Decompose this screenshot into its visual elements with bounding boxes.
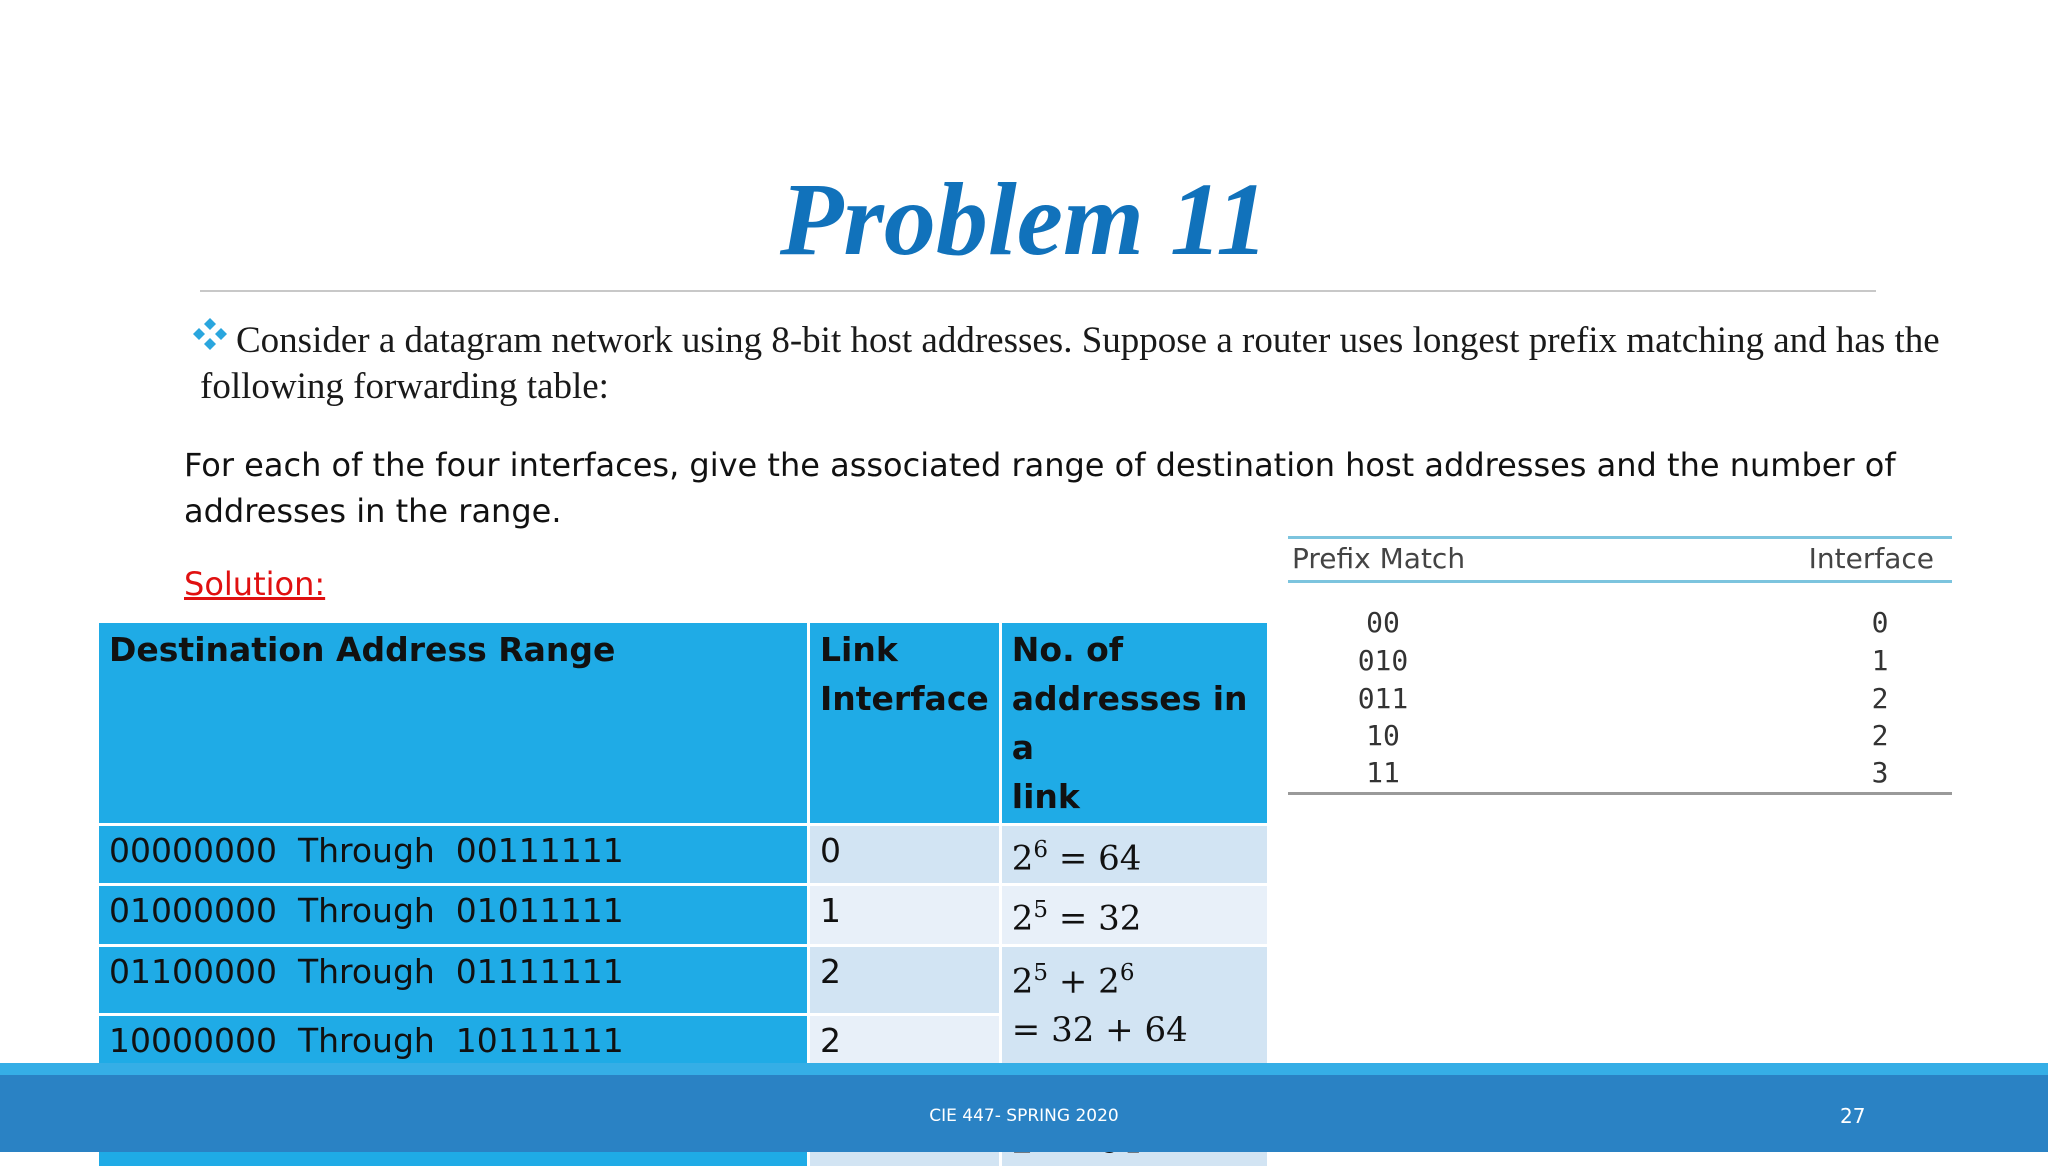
count-cell: [1000, 825, 1268, 885]
prefix-value: 00: [1366, 606, 1400, 639]
footer-accent-stripe: [0, 1063, 2048, 1075]
count-base: 2: [1011, 898, 1034, 939]
count-exponent: 5: [1033, 959, 1049, 986]
page-number: 27: [1840, 1104, 1866, 1128]
prefix-value: 10: [1366, 719, 1400, 752]
range-cell: 01000000 Through 01011111: [98, 885, 809, 945]
prefix-value: 010: [1357, 644, 1409, 677]
forwarding-table-bottom-rule: [1288, 792, 1952, 795]
range-cell: 10000000 Through 10111111: [98, 1014, 809, 1107]
forwarding-table: [1288, 536, 1952, 798]
intro-paragraph: Consider a datagram network using 8-bit host addresses. Suppose a router uses longest prefix matching and has the following forwarding table:: [200, 320, 1940, 407]
header-range: Destination Address Range: [98, 622, 809, 825]
count-cell: [1000, 885, 1268, 945]
link-cell: 1: [809, 885, 1001, 945]
footer-course-label: CIE 447- SPRING 2020: [929, 1106, 1119, 1126]
interface-value: 1: [1871, 644, 1889, 677]
prefix-value: 11: [1366, 756, 1400, 789]
count-base: 2: [1011, 838, 1034, 879]
forwarding-row: [1288, 719, 1952, 757]
count-exponent: 5: [1033, 897, 1049, 924]
header-link-line2: Interface: [820, 679, 989, 718]
link-cell: 2: [809, 1014, 1001, 1107]
table-row: [98, 945, 1269, 1014]
count-result: = 64: [1048, 838, 1142, 879]
count-exponent: 6: [1119, 959, 1135, 986]
table-row: [98, 825, 1269, 885]
prefix-value: 011: [1357, 682, 1409, 715]
table-row: [98, 885, 1269, 945]
slide-title: Problem 11: [779, 162, 1269, 277]
header-link: [809, 622, 1001, 825]
forwarding-row: [1288, 606, 1952, 644]
count-base: 2: [1098, 960, 1120, 1001]
range-cell: 00000000 Through 00111111: [98, 825, 809, 885]
interface-value: 2: [1871, 719, 1889, 752]
plus-sign: +: [1048, 960, 1099, 1001]
range-cell: 01100000 Through 01111111: [98, 945, 809, 1014]
forwarding-row: [1288, 682, 1952, 720]
header-count-line2: addresses in a: [1011, 679, 1248, 767]
title-divider: [200, 290, 1876, 292]
solution-label: Solution:: [184, 565, 326, 603]
header-count-line3: link: [1011, 777, 1080, 816]
interface-value: 3: [1871, 756, 1889, 789]
interface-value: 2: [1871, 682, 1889, 715]
solution-table-header: [98, 622, 1269, 825]
forwarding-table-header-rule: [1288, 580, 1952, 583]
forwarding-header-interface: Interface: [1808, 542, 1934, 575]
link-cell: 0: [809, 825, 1001, 885]
link-cell: 2: [809, 945, 1001, 1014]
forwarding-row: [1288, 644, 1952, 682]
merged-count-line2: = 32 + 64: [1011, 1009, 1188, 1050]
count-base: 2: [1011, 960, 1034, 1001]
header-count: [1000, 622, 1268, 825]
question-paragraph: For each of the four interfaces, give the associated range of destination host addresses and the number of addresses in the range.: [184, 446, 1896, 530]
merged-count-line1: [1012, 949, 1257, 1006]
forwarding-row: [1288, 756, 1952, 794]
header-link-line1: Link: [820, 630, 898, 669]
header-count-line1: No. of: [1011, 630, 1124, 669]
forwarding-header-prefix: Prefix Match: [1292, 542, 1466, 575]
count-result: = 32: [1048, 898, 1142, 939]
forwarding-table-top-rule: [1288, 536, 1952, 539]
interface-value: 0: [1871, 606, 1889, 639]
count-exponent: 6: [1033, 837, 1049, 863]
